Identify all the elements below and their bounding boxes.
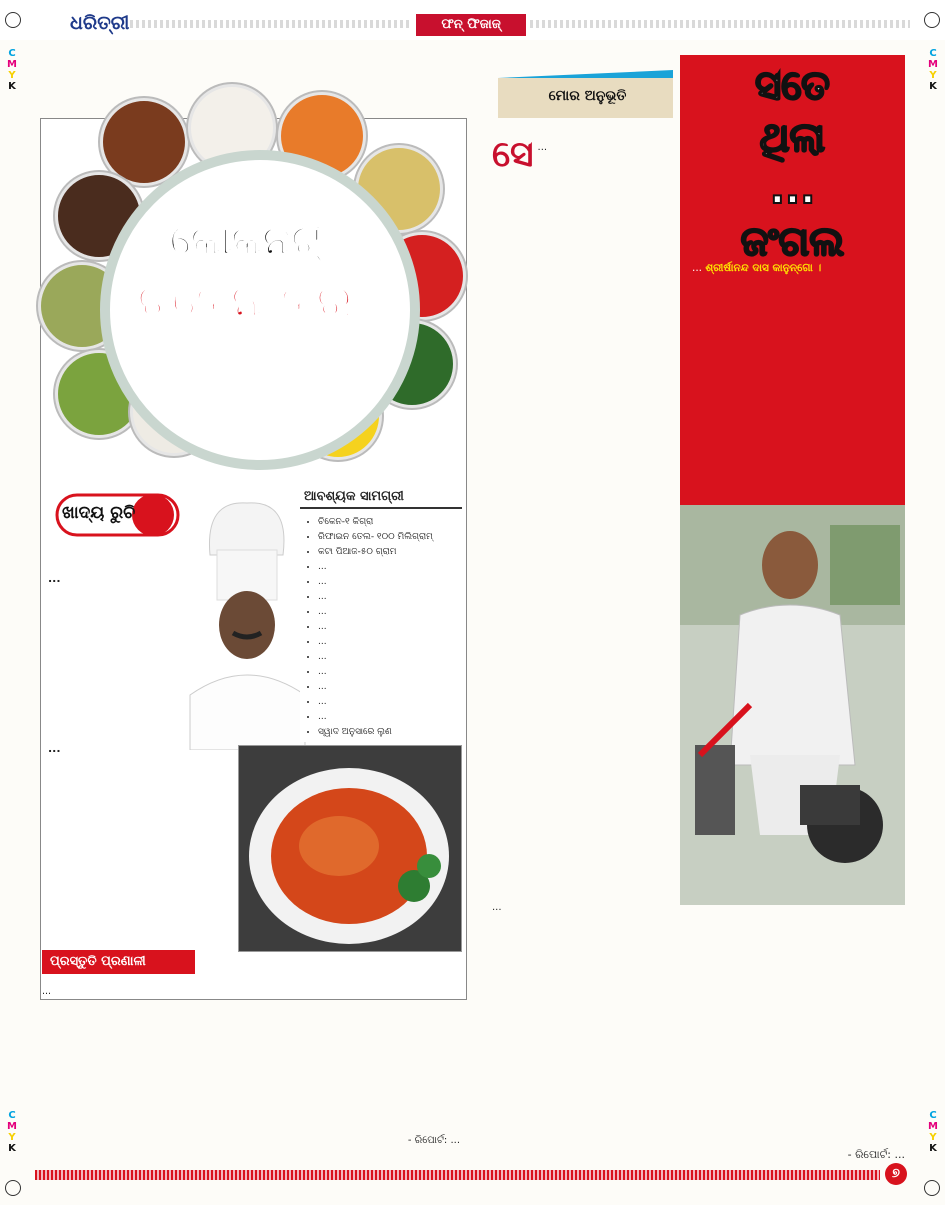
- recipe-credit: - ରିପୋର୍ଟ: ...: [407, 1135, 460, 1146]
- story-column-text: ...: [537, 142, 548, 153]
- ingredient-item: • ...: [318, 605, 462, 620]
- ingredient-item: • ...: [318, 560, 462, 575]
- ingredient-item: • ରିଫାଇନ ତେଲ- ୧୦୦ ମିଲିଗ୍ରାମ୍: [318, 530, 462, 545]
- header-stripe-left: [130, 20, 410, 28]
- page-number: ୭: [885, 1163, 907, 1185]
- story-column: [492, 134, 674, 175]
- recipe-intro: ...: [48, 572, 61, 585]
- registration-mark: [924, 1180, 940, 1196]
- ingredient-item: • ଚିକେନ-୧ କିଗ୍ରା: [318, 515, 462, 530]
- registration-mark: [5, 1180, 21, 1196]
- story-blurb-name: ଶ୍ରୀର୍ଷାନନ୍ଦ ଦାସ କାନୁନ୍ଗୋ ।: [705, 262, 822, 274]
- story-blurb: [692, 260, 896, 277]
- headline-line: ସତେ: [755, 63, 830, 109]
- recipe-title-line2: ଚିକେନ କରି: [137, 272, 353, 328]
- ingredient-item: • ...: [318, 680, 462, 695]
- cmyk-mark-bottom-left: C M Y K: [7, 1110, 17, 1154]
- registration-mark: [924, 12, 940, 28]
- ingredients-list: [300, 515, 462, 740]
- headline-line: ...: [769, 167, 816, 213]
- method-text: ...: [42, 986, 52, 997]
- ingredient-item: • ...: [318, 575, 462, 590]
- ingredient-item: • ...: [318, 710, 462, 725]
- headline-line: ଜଂଗଲ: [740, 219, 845, 265]
- ingredient-item: • କଟା ପିଆଜ-୫୦ ଗ୍ରାମ: [318, 545, 462, 560]
- food-section-label: ଖାଦ୍ୟ ରୁଚି: [62, 503, 136, 523]
- story-blurb-text: ...: [692, 262, 703, 274]
- footer-stripe: [35, 1170, 880, 1180]
- story-headline: [680, 60, 905, 268]
- newspaper-logo: ଧରିତ୍ରୀ: [70, 12, 130, 34]
- experience-tag: ମୋର ଅନୁଭୂତି: [548, 88, 627, 104]
- registration-mark: [5, 12, 21, 28]
- chicken-curry-photo: [238, 745, 462, 952]
- method-heading: ପ୍ରସ୍ତୁତି ପ୍ରଣାଳୀ: [42, 950, 195, 974]
- story-credit: - ରିପୋର୍ଟ: ...: [847, 1148, 905, 1161]
- recipe-intro-continued: ...: [48, 742, 61, 755]
- ingredient-item: • ...: [318, 620, 462, 635]
- cinnamon-bowl-image: [100, 98, 188, 186]
- cmyk-mark-top-right: C M Y K: [928, 48, 938, 92]
- cmyk-mark-bottom-right: C M Y K: [928, 1110, 938, 1154]
- story-wide-text: ...: [492, 902, 502, 913]
- recipe-title-line1: କୋକନଟ୍: [169, 215, 321, 264]
- man-on-scooter-photo: [680, 505, 905, 905]
- ingredient-item: • ...: [318, 665, 462, 680]
- section-tag: ଫନ୍ ଫିଜାଜ୍: [416, 14, 526, 36]
- story-dropcap: ସେ: [492, 134, 534, 175]
- ingredient-item: • ...: [318, 650, 462, 665]
- headline-line: ଥିଲା: [759, 115, 826, 161]
- ingredient-item: • ...: [318, 635, 462, 650]
- header-stripe-right: [530, 20, 910, 28]
- ingredients-title: ଆବଶ୍ୟକ ସାମଗ୍ରୀ: [300, 487, 462, 509]
- ingredient-item: • ...: [318, 590, 462, 605]
- ingredient-item: • ...: [318, 695, 462, 710]
- chef-photo: [185, 495, 310, 750]
- ingredient-item: • ସ୍ୱାଦ ଅନୁସାରେ ଲୁଣ: [318, 725, 462, 740]
- ingredients-box: [300, 487, 462, 742]
- cmyk-mark-top-left: C M Y K: [7, 48, 17, 92]
